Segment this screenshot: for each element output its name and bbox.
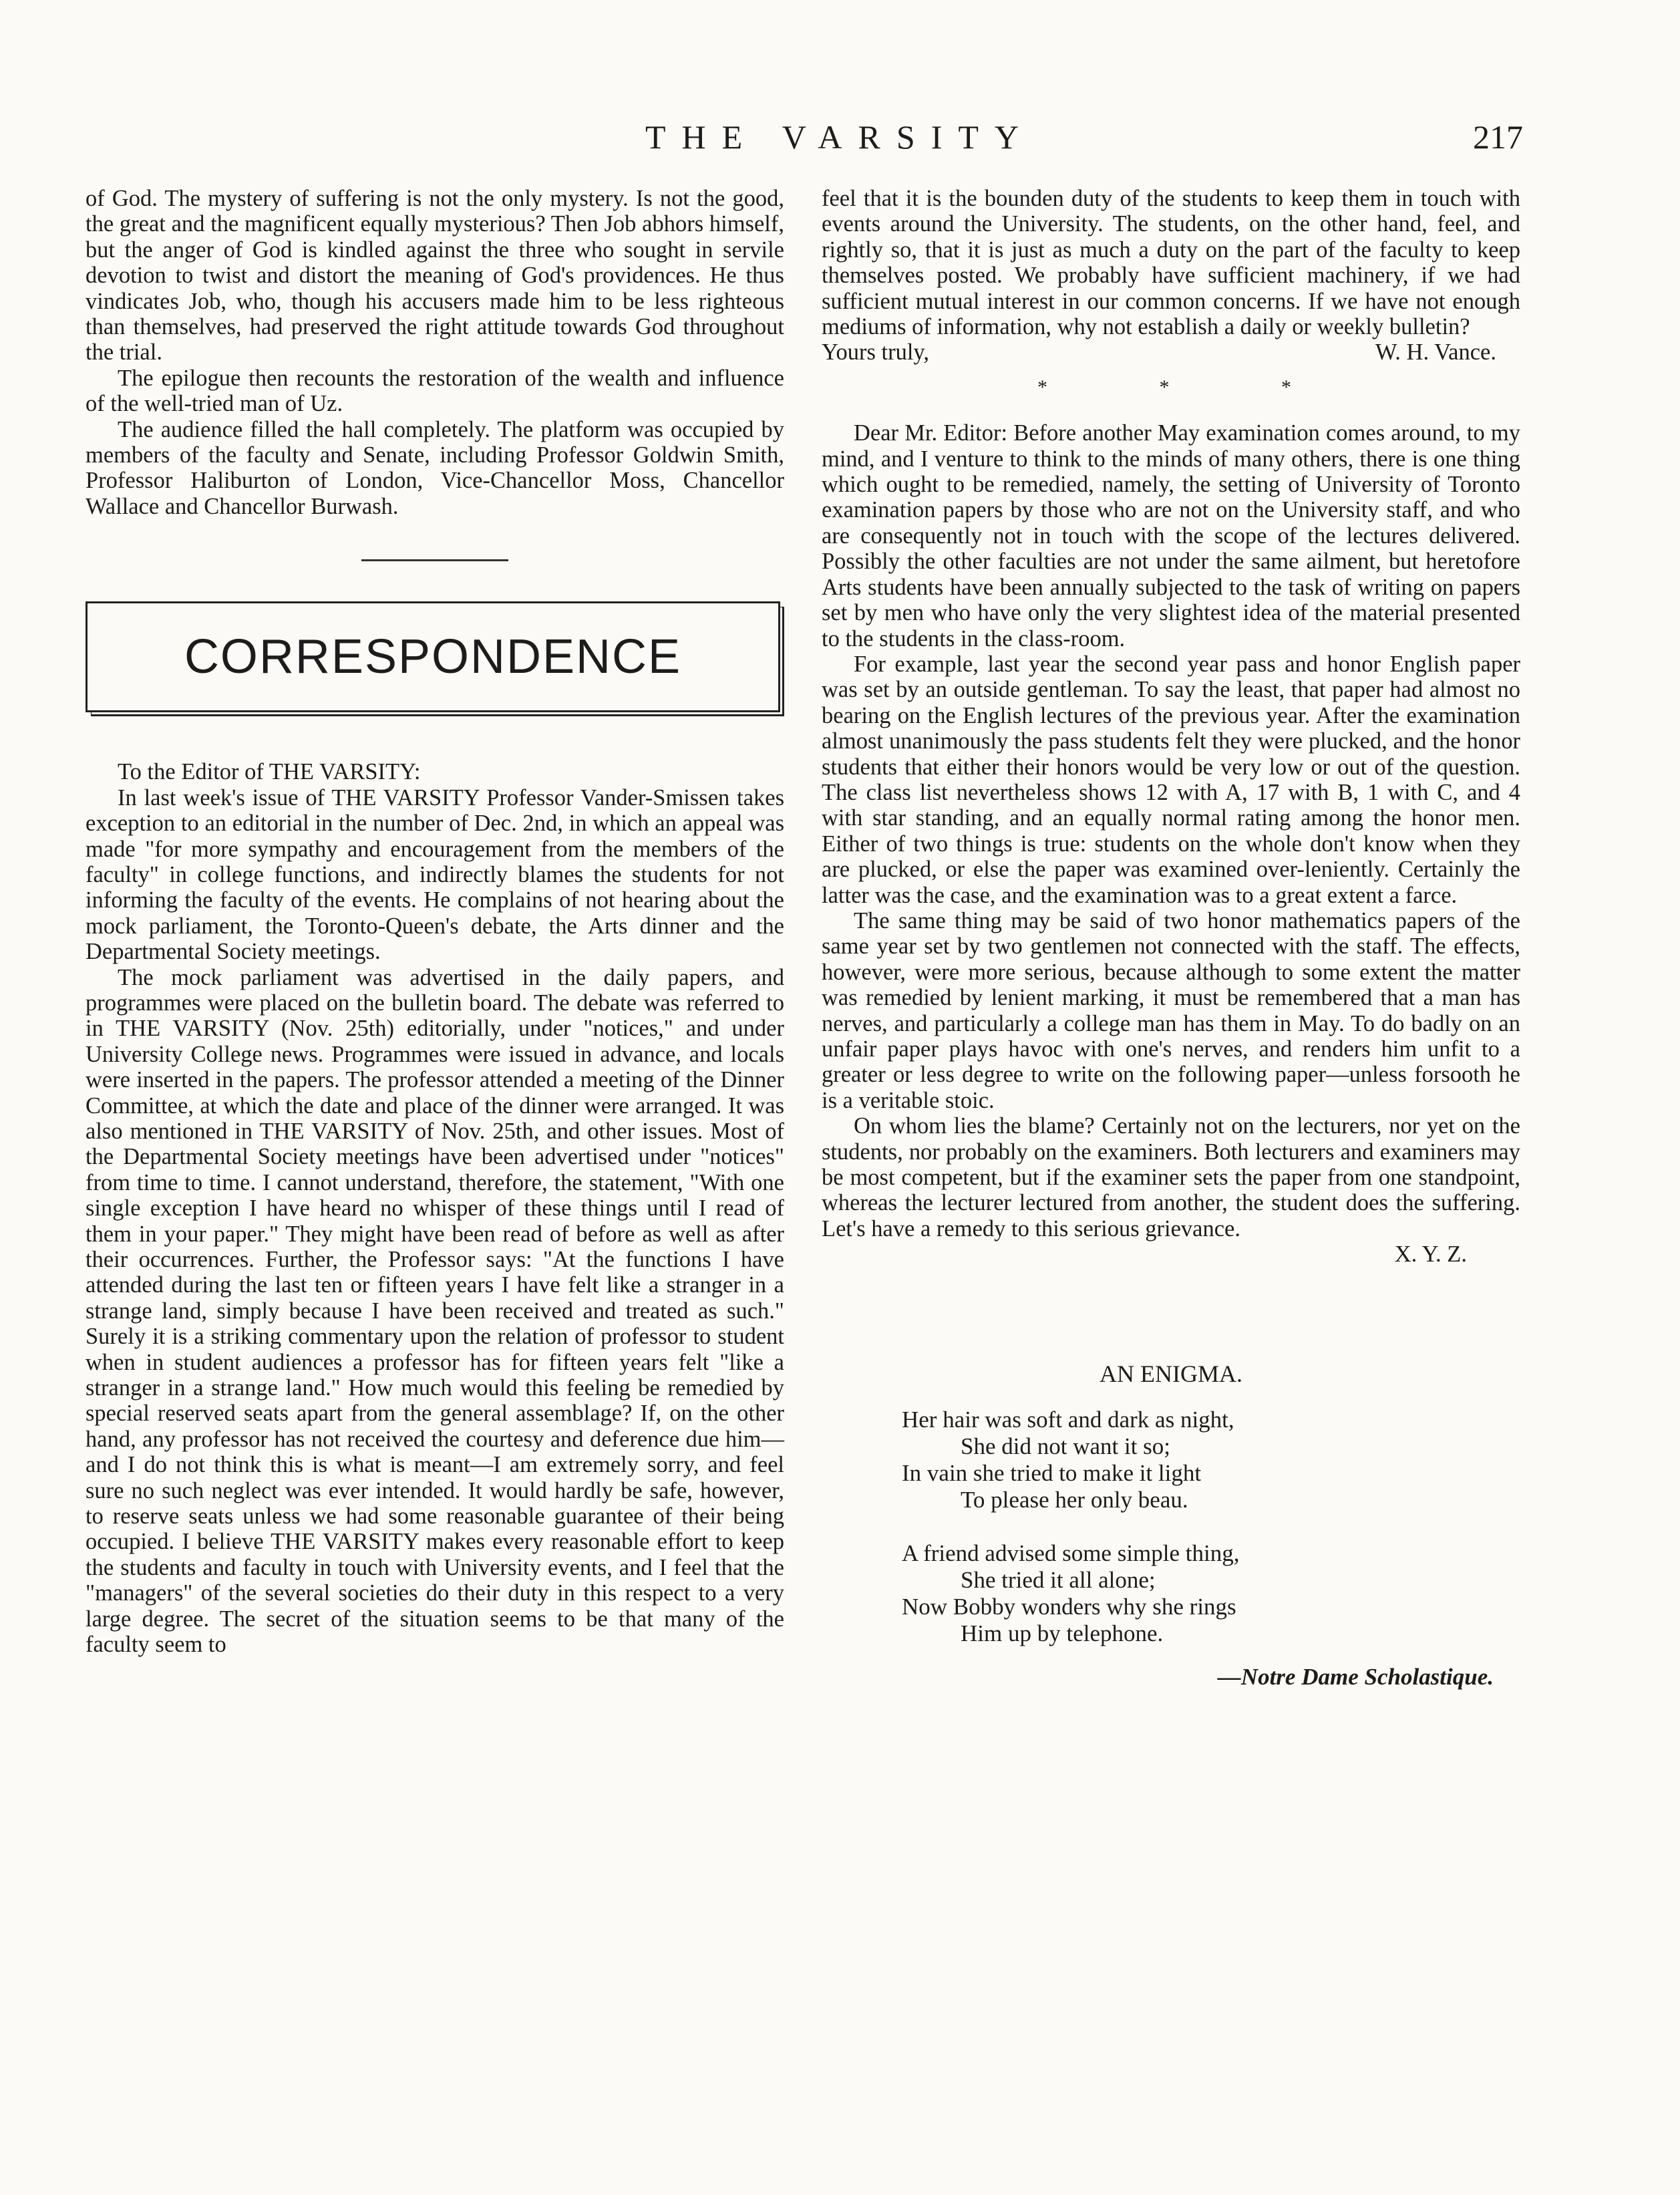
second-letter-paragraph: Dear Mr. Editor: Before another May examination comes around, to my mind, and I venture to think to the minds of many others, there is one thing which ought to be remedied, namely, the setting of University of Toronto examination papers by those who are not on the University staff, and who are consequently not in touch with the scope of the lectures delivered. Possibly the other faculties are not under the same ailment, but heretofore Arts students have been annually subjected to the task of writing on papers set by men who have only the very slightest idea of the material presented to the students in the class-room. — [822, 420, 1520, 651]
poem-line: A friend advised some simple thing, — [902, 1540, 1240, 1567]
letter-continuation-paragraph: feel that it is the bounden duty of the students to keep them in touch with events around the University. The students, on the other hand, feel, and rightly so, that it is just as much a duty on the part of the faculty to keep themselves posted. We probably have sufficient machinery, if we had sufficient mutual interest in our common concerns. If we have not enough mediums of information, why not establish a daily or weekly bulletin? — [822, 186, 1520, 340]
second-letter-paragraph: For example, last year the second year pass and honor English paper was set by an outside gentleman. To say the least, that paper had almost no bearing on the English lectures of the previous year. After the examination almost unanimously the pass students felt they were plucked, and the honor students that either their honors would be very low or out of the question. The class list nevertheless shows 12 with A, 17 with B, 1 with C, and 4 with star standing, and an equally normal rating among the honor men. Either of two things is true: students on the whole don't know when they are plucked, or else the paper was examined over-leniently. Certainly the latter was the case, and the examination was to a great extent a farce. — [822, 651, 1520, 908]
star-separator: * * * — [1037, 376, 1345, 398]
poem-body — [902, 1407, 1520, 1647]
poem-line: She did not want it so; — [961, 1433, 1171, 1460]
article-audience-paragraph: The audience filled the hall completely. The platform was occupied by members of the faculty and Senate, including Professor Goldwin Smith, Professor Haliburton of London, Vice-Chancellor Moss, Chancellor Wallace and Chancellor Burwash. — [86, 416, 784, 519]
running-header — [0, 118, 1680, 171]
poem-line: To please her only beau. — [961, 1487, 1188, 1513]
poem-line: Her hair was soft and dark as night, — [902, 1407, 1234, 1433]
letter-closing: Yours truly, — [822, 339, 930, 365]
second-letter-paragraph: On whom lies the blame? Certainly not on the lecturers, nor yet on the students, nor probably on the examiners. Both lecturers and examiners may be most competent, but if the examiner sets the paper from one standpoint, whereas the lecturer lectured from another, the student does the suffering. Let's have a remedy to this serious grievance. — [822, 1113, 1520, 1241]
second-letter-signature: X. Y. Z. — [1394, 1241, 1467, 1268]
letter-paragraph: The mock parliament was advertised in the daily papers, and programmes were placed on the bulletin board. The debate was referred to in THE VARSITY (Nov. 25th) editorially, under "notices," and under University College news. Programmes were issued in advance, and locals were inserted in the papers. The professor attended a meeting of the Dinner Committee, at which the date and place of the dinner were arranged. It was also mentioned in THE VARSITY of Nov. 25th, and other issues. Most of the Departmental Society meetings have been advertised under "notices" from time to time. I cannot understand, therefore, the statement, "With one single exception I have heard no whisper of these things until I read of them in your paper." They might have been read of before as well as after their occurrences. Further, the Professor says: "At the functions I have attended during the last ten or fifteen years I have felt like a stranger in a strange land, simply because I have been received and treated as such." Surely it is a striking commentary upon the relation of professor to student when in student audiences a professor has for fifteen years felt "like a stranger in a strange land." How much would this feeling be remedied by special reserved seats apart from the general assemblage? If, on the other hand, any professor has not received the courtesy and deference due him—and I do not think this is what is meant—I am extremely sorry, and feel sure no such neglect was ever intended. It would hardly be safe, however, to reserve seats unless we had some reasonable guarantee of their being occupied. I believe THE VARSITY makes every reasonable effort to keep the students and faculty in touch with University events, and I feel that the "managers" of the several societies do their duty in this respect to a very large degree. The secret of the situation seems to be that many of the faculty seem to — [86, 964, 784, 1658]
section-divider — [361, 559, 508, 561]
poem-line: She tried it all alone; — [961, 1567, 1156, 1594]
second-letter-signoff — [822, 1241, 1520, 1267]
journal-title: THE VARSITY — [645, 118, 1035, 156]
section-heading-box — [86, 601, 780, 712]
poem-line: Now Bobby wonders why she rings — [902, 1594, 1236, 1620]
section-title: CORRESPONDENCE — [184, 630, 682, 684]
poem-line: Him up by telephone. — [961, 1620, 1164, 1647]
poem-line: In vain she tried to make it light — [902, 1460, 1202, 1487]
letter-paragraph: In last week's issue of THE VARSITY Professor Vander-Smissen takes exception to an editorial in the number of Dec. 2nd, in which an appeal was made "for more sympathy and encouragement from the members of the faculty" in college functions, and indirectly blames the students for not informing the faculty of the events. He complains of not hearing about the mock parliament, the Toronto-Queen's debate, the Arts dinner and the Departmental Society meetings. — [86, 784, 784, 965]
letter-signoff — [822, 339, 1520, 365]
left-column — [86, 186, 784, 1658]
poem — [822, 1361, 1520, 1691]
letter-addressee: To the Editor of THE VARSITY: — [118, 759, 421, 785]
poem-stanza — [902, 1540, 1520, 1647]
poem-stanza — [902, 1407, 1520, 1513]
article-epilogue-paragraph: The epilogue then recounts the restoration of the wealth and influence of the well-tried man of Uz. — [86, 365, 784, 417]
page-number: 217 — [1473, 118, 1523, 156]
letter-signature: W. H. Vance. — [1375, 339, 1496, 365]
second-letter-paragraph: The same thing may be said of two honor mathematics papers of the same year set by two gentlemen not connected with the staff. The effects, however, were more serious, because although to some extent the matter was remedied by lenient marking, it must be remembered that a man has nerves, and particularly a college man has them in May. To do badly on an unfair paper plays havoc with one's nerves, and renders him unfit to a greater or less degree to write on the following paper—unless forsooth he is a veritable stoic. — [822, 907, 1520, 1113]
poem-title: AN ENIGMA. — [1100, 1360, 1242, 1387]
right-column — [822, 186, 1520, 1690]
article-continuation-paragraph: of God. The mystery of suffering is not the only mystery. Is not the good, the great and the magnificent equally mysterious? Then Job abhors himself, but the anger of God is kindled against the three who sought in servile devotion to twist and distort the meaning of God's providences. He thus vindicates Job, who, though his accusers made him to be less righteous than themselves, had preserved the right attitude towards God throughout the trial. — [86, 186, 784, 365]
poem-source-credit: —Notre Dame Scholastique. — [1217, 1664, 1494, 1691]
